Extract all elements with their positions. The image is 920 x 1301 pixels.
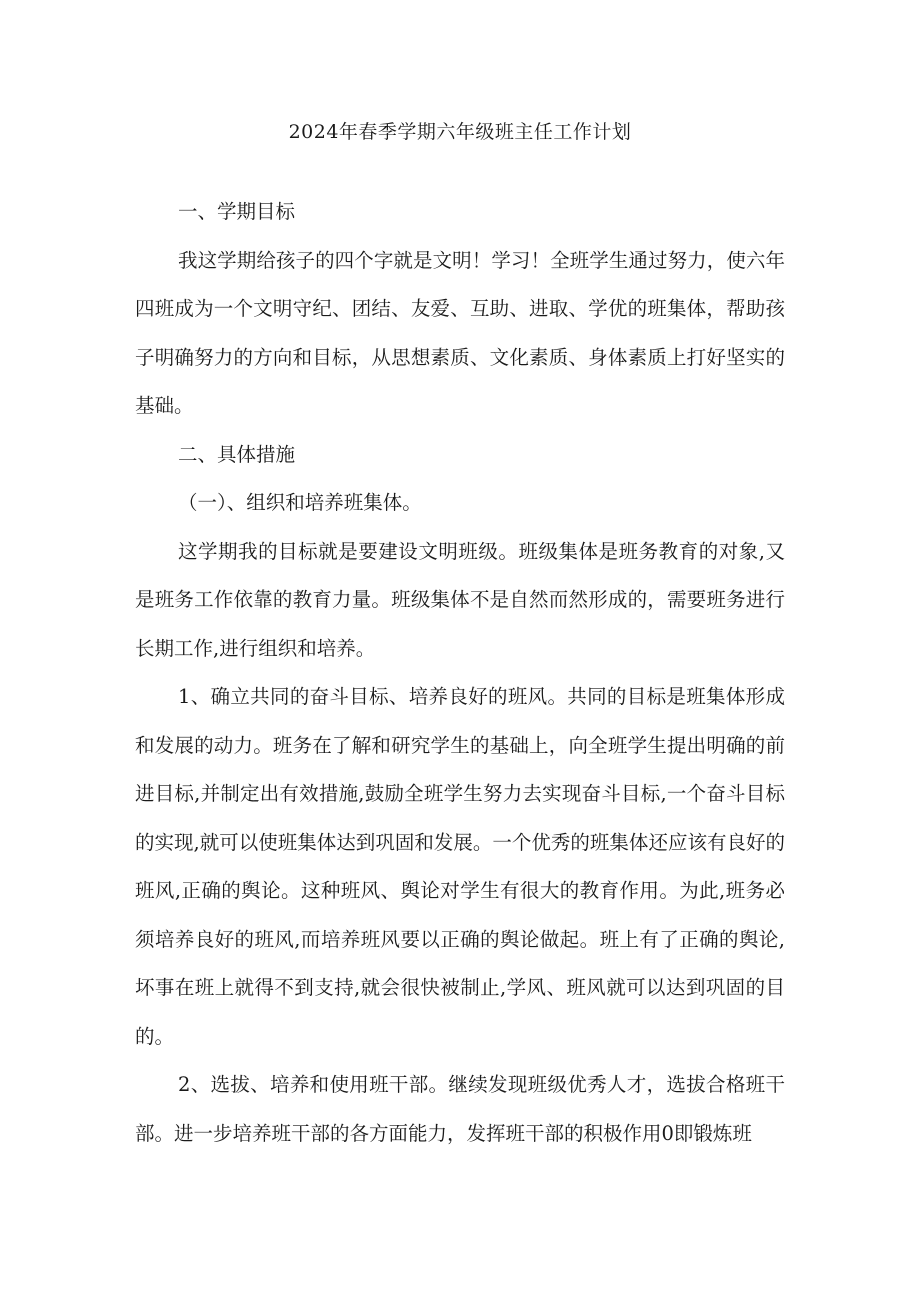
section-heading-measures: 二、具体措施 xyxy=(178,442,296,466)
paragraph-organize: 这学期我的目标就是要建设文明班级。班级集体是班务教育的对象,又是班务工作依靠的教育力量。班级集体不是自然而然形成的，需要班务进行长期工作,进行组织和培养。 xyxy=(135,539,785,660)
document-title: 2024年春季学期六年级班主任工作计划 xyxy=(288,121,632,143)
paragraph-class-cadres: 2、选拔、培养和使用班干部。继续发现班级优秀人才，选拔合格班干部。进一步培养班干部的各方面能力，发挥班干部的积极作用0即锻炼班 xyxy=(135,1073,785,1145)
subsection-heading-organize: （一）、组织和培养班集体。 xyxy=(178,491,422,514)
paragraph-goal-and-class-spirit: 1、确立共同的奋斗目标、培养良好的班风。共同的目标是班集体形成和发展的动力。班务在了解和研究学生的基础上，向全班学生提出明确的前进目标,并制定出有效措施,鼓励全班学生努力去实现奋斗目标,一个奋斗目标的实现,就可以使班集体达到巩固和发展。一个优秀的班集体还应该有良好的班风,正确的舆论。这种班风、舆论对学生有很大的教育作用。为此,班务必须培养良好的班风,而培养班风要以正确的舆论做起。班上有了正确的舆论,坏事在班上就得不到支持,就会很快被制止,学风、班风就可以达到巩固的目的。 xyxy=(135,685,785,1048)
section-heading-goals: 一、学期目标 xyxy=(178,200,296,223)
document-body xyxy=(135,188,785,1158)
paragraph-goals: 我这学期给孩子的四个字就是文明！学习！全班学生通过努力，使六年四班成为一个文明守纪、团结、友爱、互助、进取、学优的班集体，帮助孩子明确努力的方向和目标，从思想素质、文化素质、身体素质上打好坚实的基础。 xyxy=(135,248,785,417)
